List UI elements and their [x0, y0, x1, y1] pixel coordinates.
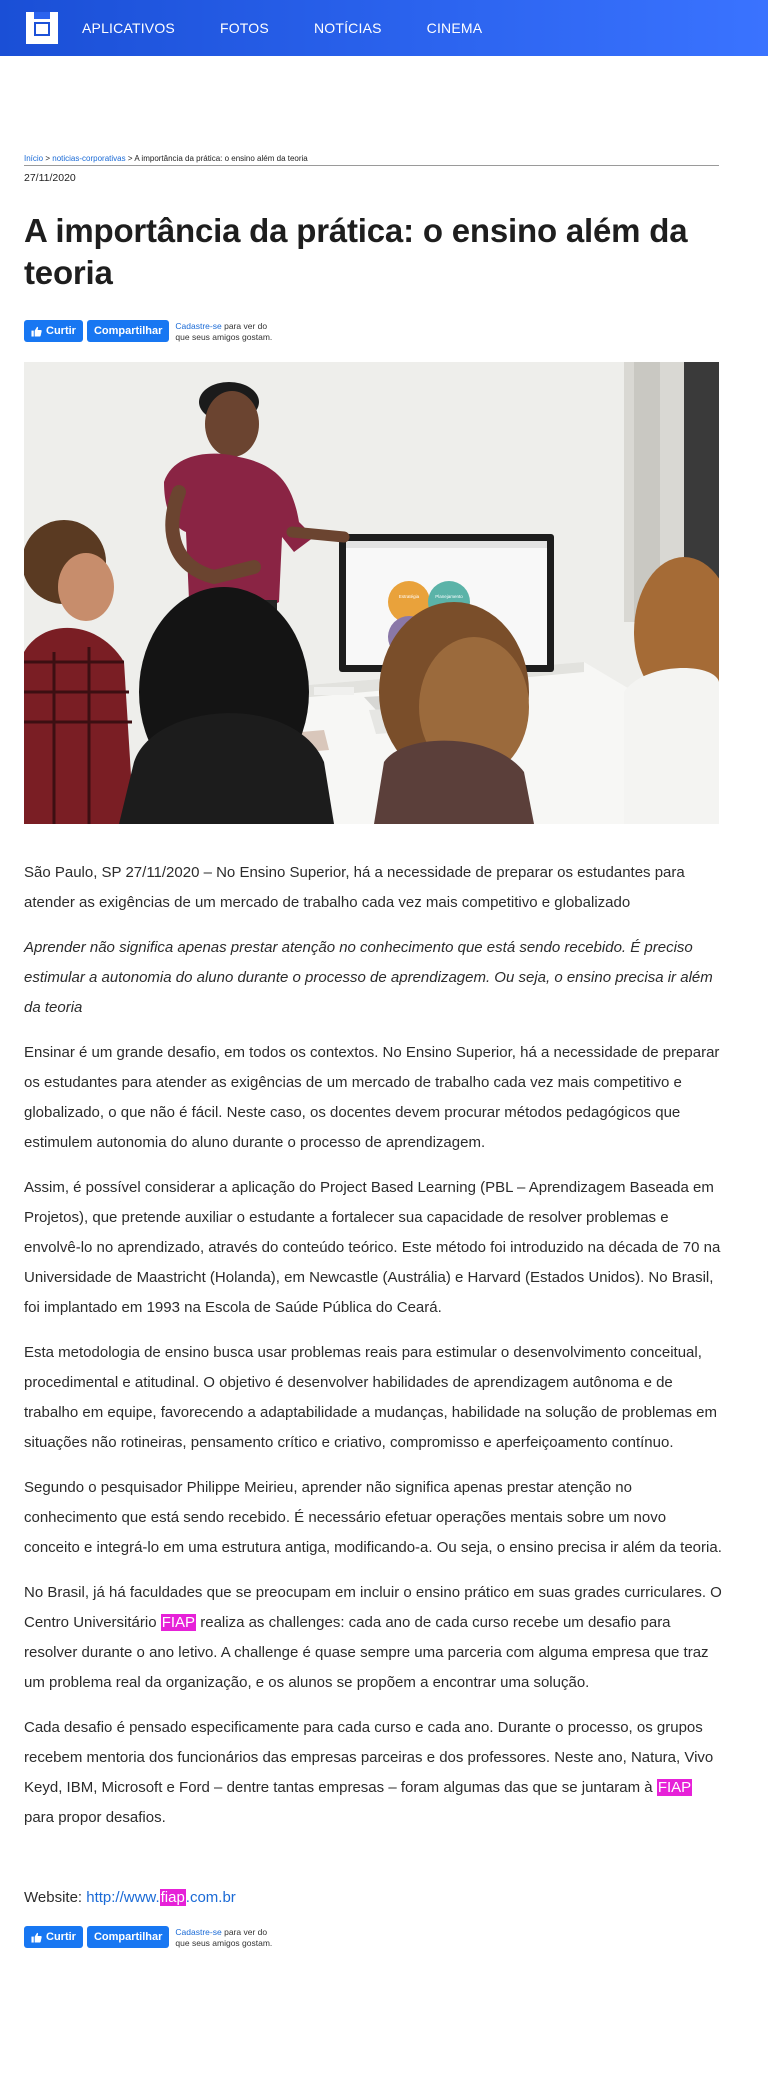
- article-lead-paragraph: Aprender não significa apenas prestar atenção no conhecimento que está sendo recebido. É preciso estimular a autonomia do aluno durante o processo de aprendizagem. Ou seja, o ensino precisa ir além da teoria: [24, 939, 713, 1016]
- signup-link[interactable]: Cadastre-se: [175, 321, 222, 331]
- article-paragraph: Ensinar é um grande desafio, em todos os contextos. No Ensino Superior, há a necessidade de preparar os estudantes para atender as exigências de um mercado de trabalho cada vez mais competitivo e globalizado, o que não é fácil. Neste caso, os docentes devem procurar métodos pedagógicos que estimulem autonomia do aluno durante o processo de aprendizagem.: [24, 1044, 720, 1151]
- article-paragraph: Segundo o pesquisador Philippe Meirieu, aprender não significa apenas prestar atenção no conhecimento que está sendo recebido. É necessário efetuar operações mentais sobre um novo conceito e integrá-lo em uma estrutura antiga, modificando-a. Ou seja, o ensino precisa ir além da teoria.: [24, 1479, 722, 1556]
- signup-text-rest: para ver do: [221, 1927, 268, 1937]
- chart-label-estrategia: Estratégia: [398, 594, 420, 599]
- paragraph-text: para propor desafios.: [24, 1809, 166, 1826]
- paragraph-text: realiza as challenges: cada ano de cada curso recebe um desafio para resolver durante o ano letivo. A challenge é quase sempre uma parceria com alguma empresa que traz um problema real da organização, e os alunos se propõem a encontrar uma solução.: [24, 1614, 709, 1691]
- highlighted-term: FIAP: [657, 1779, 692, 1796]
- nav-item-cinema[interactable]: CINEMA: [426, 20, 483, 36]
- signup-text-line2: que seus amigos gostam.: [175, 1938, 273, 1948]
- article-paragraph: Assim, é possível considerar a aplicação do Project Based Learning (PBL – Aprendizagem Baseada em Projetos), que pretende auxiliar o estudante a fortalecer sua capacidade de resolver problemas e envolvê-lo no aprendizado, através do conteúdo teórico. Este método foi introduzido na década de 70 na Universidade de Maastricht (Holanda), em Newcastle (Austrália) e Harvard (Estados Unidos). No Brasil, foi implantado em 1993 na Escola de Saúde Pública do Ceará.: [24, 1179, 721, 1316]
- chart-label-planejamento: Planejamento: [435, 594, 463, 599]
- paragraph-text: Cada desafio é pensado especificamente para cada curso e cada ano. Durante o processo, os grupos recebem mentoria dos funcionários das empresas parceiras e dos professores. Neste ano, Natura, Vivo Keyd, IBM, Microsoft e Ford – dentre tantas empresas – foram algumas das que se juntaram à: [24, 1719, 714, 1796]
- thumbs-up-icon: [31, 1932, 42, 1943]
- website-link[interactable]: [86, 1889, 236, 1906]
- signup-text-rest: para ver do: [221, 321, 268, 331]
- main-nav: [82, 20, 527, 36]
- breadcrumb: [24, 154, 719, 166]
- share-button[interactable]: [87, 1926, 169, 1948]
- page-title: A importância da prática: o ensino além da teoria: [24, 212, 688, 291]
- breadcrumb-section-link[interactable]: noticias-corporativas: [52, 154, 126, 163]
- article-paragraph: São Paulo, SP 27/11/2020 – No Ensino Superior, há a necessidade de preparar os estudantes para atender as exigências de um mercado de trabalho cada vez mais competitivo e globalizado: [24, 864, 685, 911]
- article-date: 27/11/2020: [24, 172, 76, 184]
- like-button-label: Curtir: [46, 1931, 76, 1943]
- breadcrumb-current: A importância da prática: o ensino além da teoria: [134, 154, 308, 163]
- classroom-photo-illustration: [24, 362, 719, 824]
- top-nav-bar: [0, 0, 768, 56]
- website-label: Website:: [24, 1889, 87, 1906]
- like-button-label: Curtir: [46, 325, 76, 337]
- article-body: [24, 858, 724, 1833]
- article-website: [24, 1889, 744, 1906]
- breadcrumb-home-link[interactable]: Início: [24, 154, 44, 163]
- social-share-bottom: [24, 1926, 744, 1958]
- article-paragraph: [24, 1713, 724, 1833]
- main-content: [0, 154, 768, 1958]
- breadcrumb-separator: >: [43, 154, 53, 163]
- share-button-label: Compartilhar: [93, 1931, 163, 1943]
- site-logo-icon[interactable]: [24, 10, 60, 46]
- article-hero-image: [24, 362, 719, 824]
- like-button[interactable]: [24, 320, 83, 342]
- paragraph-text: No Brasil, já há faculdades que se preocupam em incluir o ensino prático em suas grades curriculares. O Centro Universitário: [24, 1584, 722, 1631]
- share-button-label: Compartilhar: [93, 325, 163, 337]
- breadcrumb-separator: >: [125, 154, 135, 163]
- signup-link[interactable]: Cadastre-se: [175, 1927, 222, 1937]
- like-button[interactable]: [24, 1926, 83, 1948]
- nav-item-noticias[interactable]: NOTÍCIAS: [313, 20, 382, 36]
- thumbs-up-icon: [31, 326, 42, 337]
- social-share-top: [24, 320, 744, 352]
- article-paragraph: [24, 1578, 724, 1698]
- nav-item-fotos[interactable]: FOTOS: [219, 20, 269, 36]
- highlighted-term: FIAP: [161, 1614, 196, 1631]
- social-signup-text: [175, 1927, 272, 1949]
- article-paragraph: Esta metodologia de ensino busca usar problemas reais para estimular o desenvolvimento conceitual, procedimental e atitudinal. O objetivo é desenvolver habilidades de aprendizagem autônoma e de trabalho em equipe, favorecendo a adaptabilidade a mudanças, habilidade na solução de problemas em situações não rotineiras, pensamento crítico e criativo, compromisso e aperfeiçoamento contínuo.: [24, 1344, 717, 1451]
- website-link-part: .com.br: [185, 1889, 236, 1906]
- signup-text-line2: que seus amigos gostam.: [175, 332, 273, 342]
- website-link-part: http://www.: [86, 1889, 160, 1906]
- social-signup-text: [175, 321, 272, 343]
- nav-item-aplicativos[interactable]: APLICATIVOS: [82, 20, 175, 36]
- website-link-highlight: fiap: [160, 1889, 185, 1906]
- share-button[interactable]: [87, 320, 169, 342]
